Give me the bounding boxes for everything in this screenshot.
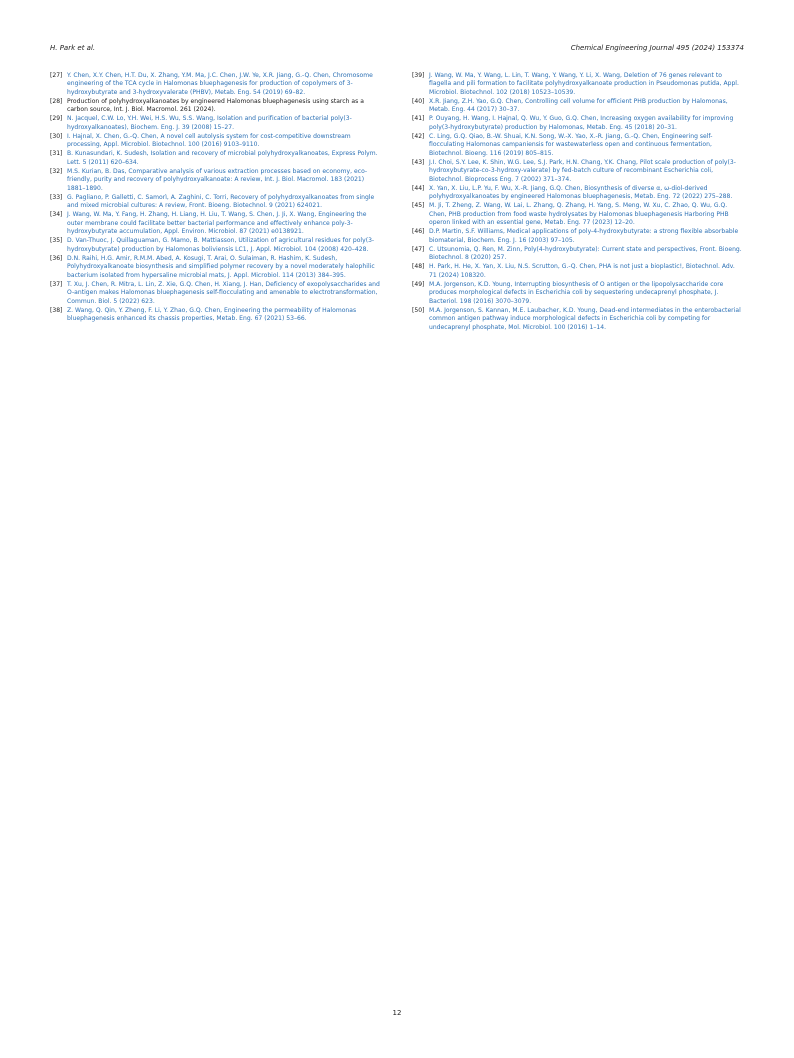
reference-item [412, 281, 744, 306]
reference-link[interactable]: N. Jacquel, C.W. Lo, Y.H. Wei, H.S. Wu, S.S. Wang, Isolation and purification of bacterial poly(3-hydroxyalkanoates), Biochem. Eng. J. 39 (2008) 15–27. [67, 115, 352, 131]
reference-number: [42] [412, 132, 425, 140]
reference-item [412, 307, 744, 332]
reference-number: [32] [50, 167, 63, 175]
reference-item [412, 185, 744, 202]
reference-item [50, 237, 382, 254]
running-header-journal: Chemical Engineering Journal 495 (2024) 153374 [570, 44, 744, 52]
reference-item [412, 98, 744, 115]
references-column-right [412, 72, 744, 333]
reference-number: [37] [50, 280, 63, 288]
reference-number: [31] [50, 150, 63, 158]
reference-link[interactable]: P. Ouyang, H. Wang, I. Hajnal, Q. Wu, Y. Guo, G.Q. Chen, Increasing oxygen availability for improving poly(3-hydroxybutyrate) production by Halomonas, Metab. Eng. 45 (2018) 20–31. [429, 115, 734, 131]
reference-number: [29] [50, 115, 63, 123]
reference-number: [48] [412, 263, 425, 271]
reference-link[interactable]: J.I. Choi, S.Y. Lee, K. Shin, W.G. Lee, S.J. Park, H.N. Chang, Y.K. Chang, Pilot scale production of poly(3-hydroxybutyrate-co-3-hydroxy-valerate) by fed-batch culture of recombinant Escherichia coli, Biotechnol. Bioprocess Eng. 7 (2002) 371–374. [429, 158, 736, 183]
reference-item [412, 72, 744, 97]
reference-number: [34] [50, 211, 63, 219]
reference-link[interactable]: M.A. Jorgenson, S. Kannan, M.E. Laubacher, K.D. Young, Dead-end intermediates in the enterobacterial common antigen pathway induce morphological defects in Escherichia coli by competing for undecaprenyl phosphate, Mol. Microbiol. 100 (2016) 1–14. [429, 306, 741, 331]
reference-link[interactable]: C. Utsunomia, Q. Ren, M. Zinn, Poly(4-hydroxybutyrate): Current state and perspectives, Front. Bioeng. Biotechnol. 8 (2020) 257. [429, 245, 742, 262]
reference-link[interactable]: M.S. Kurian, B. Das, Comparative analysis of various extraction processes based on economy, eco-friendly, purity and recovery of polyhydroxyalkanoate: A review, Int. J. Biol. Macromol. 183 (2021) 1881–1890. [67, 167, 368, 192]
reference-item [50, 281, 382, 306]
reference-number: [49] [412, 280, 425, 288]
reference-link[interactable]: D. Van-Thuoc, J. Quillaguaman, G. Mamo, B. Mattiasson, Utilization of agricultural residues for poly(3-hydroxybutyrate) production by Halomonas boliviensis LC1, J. Appl. Microbiol. 104 (2008) 420–428. [67, 237, 375, 253]
reference-item [50, 115, 382, 132]
reference-link[interactable]: I. Hajnal, X. Chen, G.-Q. Chen, A novel cell autolysis system for cost-competitive downstream processing, Appl. Microbiol. Biotechnol. 100 (2016) 9103–9110. [67, 132, 351, 149]
reference-link[interactable]: G. Pagliano, P. Galletti, C. Samorì, A. Zaghini, C. Torri, Recovery of polyhydroxyalkanoates from single and mixed microbial cultures: A review, Front. Bioeng. Biotechnol. 9 (2021) 624021. [67, 193, 375, 210]
reference-number: [47] [412, 245, 425, 253]
reference-number: [43] [412, 158, 425, 166]
reference-number: [45] [412, 202, 425, 210]
reference-link[interactable]: J. Wang, W. Ma, Y. Fang, H. Zhang, H. Liang, H. Liu, T. Wang, S. Chen, J. Ji, X. Wang, Engineering the outer membrane could facilitate better bacterial performance and effectively enhance poly-3-hydroxybutyrate accumulation, Appl. Environ. Microbiol. 87 (2021) e0138921. [67, 211, 367, 236]
reference-link[interactable]: M.A. Jorgenson, K.D. Young, Interrupting biosynthesis of O antigen or the lipopolysaccharide core produces morphological defects in Escherichia coli by sequestering undecaprenyl phosphate, J. Bacteriol. 198 (2016) 3070–3079. [429, 280, 724, 305]
reference-link[interactable]: T. Xu, J. Chen, R. Mitra, L. Lin, Z. Xie, G.Q. Chen, H. Xiang, J. Han, Deficiency of exopolysaccharides and O-antigen makes Halomonas bluephagenesis self-flocculating and amenable to electrotransformation, Commun. Biol. 5 (2022) 623. [67, 280, 380, 305]
reference-item [412, 246, 744, 263]
reference-item [50, 168, 382, 193]
reference-item [50, 72, 382, 97]
reference-item [412, 202, 744, 227]
page-number: 12 [392, 1009, 402, 1017]
reference-number: [36] [50, 254, 63, 262]
reference-number: [50] [412, 306, 425, 314]
reference-link[interactable]: M. Ji, T. Zheng, Z. Wang, W. Lai, L. Zhang, Q. Zhang, H. Yang, S. Meng, W. Xu, C. Zhao, Q. Wu, G.Q. Chen, PHB production from food waste hydrolysates by Halomonas bluephagenesis Harboring PHB operon linked with an essential gene, Metab. Eng. 77 (2023) 12–20. [429, 202, 729, 227]
reference-link[interactable]: D.P. Martin, S.F. Williams, Medical applications of poly-4-hydroxybutyrate: a strong flexible absorbable biomaterial, Biochem. Eng. J. 16 (2003) 97–105. [429, 228, 739, 244]
reference-number: [33] [50, 193, 63, 201]
reference-link[interactable]: Y. Chen, X.Y. Chen, H.T. Du, X. Zhang, Y.M. Ma, J.C. Chen, J.W. Ye, X.R. Jiang, G.-Q. Chen, Chromosome engineering of the TCA cycle in Halomonas bluephagenesis for production of copolymers of 3-hydroxybutyrate and 3-hydroxyvalerate (PHBV), Metab. Eng. 54 (2019) 69–82. [67, 72, 373, 96]
reference-number: [44] [412, 184, 425, 192]
reference-link[interactable]: B. Kunasundari, K. Sudesh, Isolation and recovery of microbial polyhydroxyalkanoates, Express Polym. Lett. 5 (2011) 620–634. [67, 150, 378, 166]
reference-number: [28] [50, 97, 63, 105]
reference-item [412, 228, 744, 245]
reference-link[interactable]: X. Yan, X. Liu, L.P. Yu, F. Wu, X.-R. Jiang, G.Q. Chen, Biosynthesis of diverse α, ω-diol-derived polyhydroxyalkanoates by engineered Halomonas bluephagenesis, Metab. Eng. 72 (2022) 275–288. [429, 184, 733, 201]
reference-link[interactable]: H. Park, H. He, X. Yan, X. Liu, N.S. Scrutton, G.-Q. Chen, PHA is not just a bioplastic!, Biotechnol. Adv. 71 (2024) 108320. [429, 263, 735, 279]
reference-item [412, 263, 744, 280]
reference-number: [41] [412, 115, 425, 123]
reference-number: [46] [412, 228, 425, 236]
reference-number: [27] [50, 72, 63, 79]
reference-item [50, 211, 382, 236]
references-column-left [50, 72, 382, 324]
reference-item [50, 307, 382, 324]
reference-item [50, 133, 382, 150]
reference-number: [39] [412, 72, 425, 79]
reference-text: Production of polyhydroxyalkanoates by engineered Halomonas bluephagenesis using starch as a carbon source, Int. J. Biol. Macromol. 261 (2024). [67, 97, 364, 114]
reference-link[interactable]: C. Ling, G.Q. Qiao, B.-W. Shuai, K.N. Song, W.-X. Yao, X.-R. Jiang, G.-Q. Chen, Engineering self-flocculating Halomonas campaniensis for wastewaterless open and continuous fermentation, Biotechnol. Bioeng. 116 (2019) 805–815. [429, 132, 713, 157]
running-header-authors: H. Park et al. [50, 44, 96, 52]
reference-link[interactable]: Z. Wang, Q. Qin, Y. Zheng, F. Li, Y. Zhao, G.Q. Chen, Engineering the permeability of Halomonas bluephagenesis enhanced its chassis properties, Metab. Eng. 67 (2021) 53–66. [67, 306, 357, 323]
reference-number: [30] [50, 132, 63, 140]
reference-number: [40] [412, 97, 425, 105]
reference-item [50, 255, 382, 280]
reference-link[interactable]: D.N. Raihi, H.G. Amir, R.M.M. Abed, A. Kosugi, T. Arai, O. Sulaiman, R. Hashim, K. Sudesh, Polyhydroxyalkanoate biosynthesis and simplified polymer recovery by a novel moderately halophilic bacterium isolated from hypersaline microbial mats, J. Appl. Microbiol. 114 (2013) 384–395. [67, 254, 375, 279]
reference-item [412, 159, 744, 184]
reference-item [50, 150, 382, 167]
reference-link[interactable]: J. Wang, W. Ma, Y. Wang, L. Lin, T. Wang, Y. Wang, Y. Li, X. Wang, Deletion of 76 genes relevant to flagella and pili formation to facilitate polyhydroxyalkanoate production in Pseudomonas putida, Appl. Microbiol. Biotechnol. 102 (2018) 10523–10539. [429, 72, 739, 96]
reference-item [50, 98, 382, 115]
reference-number: [35] [50, 237, 63, 245]
reference-number: [38] [50, 306, 63, 314]
reference-item [412, 133, 744, 158]
reference-item [412, 115, 744, 132]
reference-item [50, 194, 382, 211]
reference-link[interactable]: X.R. Jiang, Z.H. Yao, G.Q. Chen, Controlling cell volume for efficient PHB production by Halomonas, Metab. Eng. 44 (2017) 30–37. [429, 97, 728, 114]
